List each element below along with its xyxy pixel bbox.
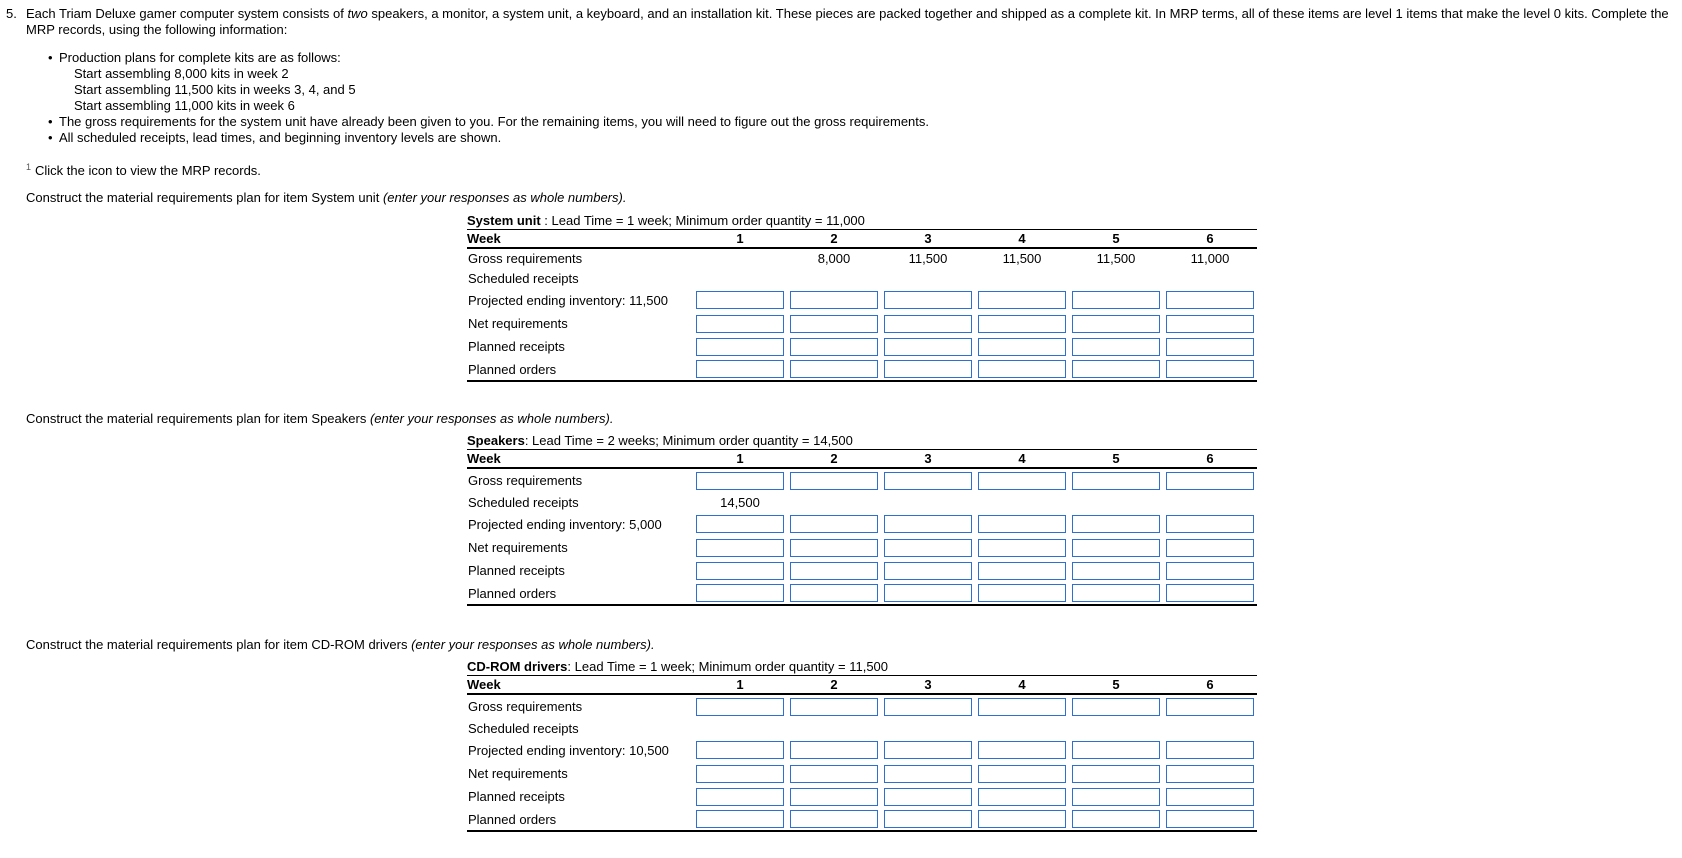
week-number: 3	[924, 677, 932, 692]
projected-inventory-input[interactable]	[790, 291, 878, 309]
scheduled-value	[693, 268, 787, 288]
planned-orders-input[interactable]	[790, 360, 878, 378]
gross-value: 11,000	[1190, 251, 1230, 266]
projected-inventory-input[interactable]	[884, 741, 972, 759]
gross-requirements-input[interactable]	[978, 698, 1066, 716]
mrp-table-system-unit	[467, 213, 1257, 382]
projected-inventory-input[interactable]	[696, 291, 784, 309]
scheduled-value	[881, 268, 975, 288]
net-requirements-input[interactable]	[790, 539, 878, 557]
scheduled-value	[881, 492, 975, 512]
planned-receipts-input[interactable]	[1072, 562, 1160, 580]
planned-orders-input[interactable]	[978, 360, 1066, 378]
planned-receipts-input[interactable]	[884, 562, 972, 580]
net-requirements-input[interactable]	[884, 765, 972, 783]
projected-inventory-input[interactable]	[1072, 515, 1160, 533]
planned-orders-input[interactable]	[1166, 810, 1254, 828]
net-requirements-input[interactable]	[978, 539, 1066, 557]
planned-receipts-input[interactable]	[1166, 338, 1254, 356]
row-label: Planned receipts	[468, 563, 565, 578]
week-number: 4	[1018, 677, 1026, 692]
planned-receipts-input[interactable]	[1166, 562, 1254, 580]
planned-receipts-input[interactable]	[884, 788, 972, 806]
row-label: Net requirements	[468, 766, 568, 781]
planned-receipts-input[interactable]	[884, 338, 972, 356]
mrp-caption: CD-ROM drivers: Lead Time = 1 week; Minimum order quantity = 11,500	[467, 659, 889, 674]
gross-requirements-input[interactable]	[978, 472, 1066, 490]
scheduled-value	[975, 718, 1069, 738]
planned-orders-input[interactable]	[696, 360, 784, 378]
week-number: 1	[736, 677, 744, 692]
planned-receipts-input[interactable]	[696, 338, 784, 356]
week-number: 4	[1018, 231, 1026, 246]
gross-requirements-input[interactable]	[884, 698, 972, 716]
bullet-production-plans: • Production plans for complete kits are as follows:	[48, 50, 929, 66]
net-requirements-input[interactable]	[696, 765, 784, 783]
planned-orders-input[interactable]	[1166, 360, 1254, 378]
net-requirements-row	[467, 762, 1257, 785]
net-requirements-input[interactable]	[1072, 765, 1160, 783]
week-number: 4	[1018, 451, 1026, 466]
net-requirements-input[interactable]	[790, 315, 878, 333]
planned-receipts-input[interactable]	[696, 562, 784, 580]
planned-orders-input[interactable]	[696, 584, 784, 602]
scheduled-value	[787, 268, 881, 288]
week-number: 5	[1112, 231, 1120, 246]
info-bullets	[48, 50, 929, 146]
row-label: Gross requirements	[468, 699, 583, 714]
mrp-table-cd-rom-drivers	[467, 659, 1257, 832]
net-requirements-input[interactable]	[1166, 539, 1254, 557]
net-requirements-input[interactable]	[1072, 539, 1160, 557]
net-requirements-input[interactable]	[696, 315, 784, 333]
planned-orders-row	[467, 582, 1257, 605]
projected-inventory-input[interactable]	[696, 515, 784, 533]
week-label: Week	[467, 231, 501, 246]
week-number: 5	[1112, 451, 1120, 466]
row-label: Scheduled receipts	[468, 494, 579, 510]
plan-line: Start assembling 8,000 kits in week 2	[74, 66, 289, 81]
gross-value: 11,500	[1002, 251, 1042, 266]
gross-requirements-input[interactable]	[1166, 698, 1254, 716]
net-requirements-input[interactable]	[696, 539, 784, 557]
planned-orders-input[interactable]	[884, 810, 972, 828]
week-header-row	[467, 230, 1257, 249]
projected-inventory-input[interactable]	[1072, 291, 1160, 309]
scheduled-value	[1069, 492, 1163, 512]
scheduled-value	[975, 492, 1069, 512]
mrp-table-speakers	[467, 433, 1257, 606]
gross-requirements-input[interactable]	[696, 472, 784, 490]
scheduled-value	[787, 718, 881, 738]
row-label: Planned receipts	[468, 789, 565, 804]
planned-receipts-input[interactable]	[978, 338, 1066, 356]
gross-value: 8,000	[817, 251, 851, 266]
gross-requirements-input[interactable]	[696, 698, 784, 716]
planned-receipts-input[interactable]	[696, 788, 784, 806]
planned-orders-input[interactable]	[1072, 584, 1160, 602]
net-requirements-input[interactable]	[978, 765, 1066, 783]
planned-orders-input[interactable]	[978, 584, 1066, 602]
planned-orders-row	[467, 808, 1257, 831]
planned-receipts-input[interactable]	[978, 788, 1066, 806]
mrp-caption: System unit : Lead Time = 1 week; Minimum order quantity = 11,000	[467, 213, 865, 228]
week-number: 2	[830, 231, 838, 246]
projected-inventory-input[interactable]	[790, 741, 878, 759]
planned-orders-input[interactable]	[1072, 360, 1160, 378]
net-requirements-input[interactable]	[978, 315, 1066, 333]
planned-orders-input[interactable]	[790, 810, 878, 828]
planned-orders-row	[467, 358, 1257, 381]
mrp-caption: Speakers: Lead Time = 2 weeks; Minimum order quantity = 14,500	[467, 433, 853, 448]
gross-requirements-row	[467, 468, 1257, 492]
planned-orders-input[interactable]	[978, 810, 1066, 828]
projected-inventory-input[interactable]	[978, 741, 1066, 759]
plan-line: Start assembling 11,000 kits in week 6	[74, 98, 295, 113]
gross-requirements-input[interactable]	[790, 472, 878, 490]
scheduled-receipts-row	[467, 718, 1257, 738]
scheduled-value	[1163, 268, 1257, 288]
projected-inventory-input[interactable]	[696, 741, 784, 759]
week-number: 6	[1206, 451, 1214, 466]
planned-receipts-row	[467, 559, 1257, 582]
planned-orders-input[interactable]	[1166, 584, 1254, 602]
row-label: Planned orders	[468, 361, 557, 377]
plan-line: Start assembling 11,500 kits in weeks 3, 4, and 5	[74, 82, 356, 97]
planned-orders-input[interactable]	[884, 360, 972, 378]
bullet-gross-requirements: • The gross requirements for the system unit have already been given to you. For the remaining items, you will need to figure out the gross requirements.	[48, 114, 929, 130]
projected-inventory-row	[467, 512, 1257, 536]
scheduled-value	[1163, 492, 1257, 512]
planned-orders-input[interactable]	[696, 810, 784, 828]
projected-inventory-input[interactable]	[978, 291, 1066, 309]
planned-receipts-row	[467, 785, 1257, 808]
row-label: Planned receipts	[468, 339, 565, 354]
gross-requirements-input[interactable]	[790, 698, 878, 716]
week-number: 1	[736, 231, 744, 246]
scheduled-value	[975, 268, 1069, 288]
row-label: Scheduled receipts	[468, 270, 579, 286]
construct-instruction-system-unit: Construct the material requirements plan for item System unit (enter your responses as whole numbers).	[26, 190, 627, 205]
planned-receipts-input[interactable]	[1166, 788, 1254, 806]
planned-receipts-input[interactable]	[1072, 788, 1160, 806]
projected-inventory-input[interactable]	[790, 515, 878, 533]
week-header-row	[467, 450, 1257, 469]
net-requirements-input[interactable]	[884, 315, 972, 333]
week-number: 2	[830, 451, 838, 466]
scheduled-receipts-row	[467, 268, 1257, 288]
planned-orders-input[interactable]	[1072, 810, 1160, 828]
projected-inventory-input[interactable]	[1166, 741, 1254, 759]
planned-receipts-row	[467, 335, 1257, 358]
construct-instruction-cd-rom-drivers: Construct the material requirements plan for item CD-ROM drivers (enter your responses as whole numbers).	[26, 637, 655, 652]
week-number: 3	[924, 231, 932, 246]
construct-instruction-speakers: Construct the material requirements plan for item Speakers (enter your responses as whole numbers).	[26, 411, 614, 426]
bullet-inventory: • All scheduled receipts, lead times, and beginning inventory levels are shown.	[48, 130, 929, 146]
gross-value	[693, 248, 787, 268]
row-label: Projected ending inventory: 11,500	[468, 292, 668, 308]
week-number: 1	[736, 451, 744, 466]
projected-inventory-input[interactable]	[884, 291, 972, 309]
row-label: Gross requirements	[468, 251, 583, 266]
mrp-records-note[interactable]: $^1$ Click the icon to view the MRP records.	[26, 162, 261, 178]
scheduled-value	[1163, 718, 1257, 738]
question-number: 5.	[6, 6, 17, 21]
row-label: Projected ending inventory: 10,500	[468, 742, 669, 758]
row-label: Net requirements	[468, 540, 568, 555]
planned-orders-input[interactable]	[790, 584, 878, 602]
question-intro: Each Triam Deluxe gamer computer system consists of two speakers, a monitor, a system unit, a keyboard, and an installation kit. These pieces are packed together and shipped as a complete kit. In MRP terms, all of these items are level 1 items that make the level 0 kits. Complete the MRP records, using the following information:	[26, 6, 1669, 37]
row-label: Projected ending inventory: 5,000	[468, 516, 662, 532]
week-label: Week	[467, 451, 501, 466]
scheduled-value	[787, 492, 881, 512]
week-number: 6	[1206, 677, 1214, 692]
planned-receipts-input[interactable]	[790, 788, 878, 806]
gross-value: 11,500	[908, 251, 948, 266]
row-label: Scheduled receipts	[468, 720, 579, 736]
scheduled-value	[1069, 268, 1163, 288]
scheduled-value	[881, 718, 975, 738]
planned-receipts-input[interactable]	[1072, 338, 1160, 356]
scheduled-value: 14,500	[720, 494, 760, 510]
scheduled-value	[1069, 718, 1163, 738]
net-requirements-input[interactable]	[1166, 765, 1254, 783]
gross-requirements-input[interactable]	[1072, 472, 1160, 490]
net-requirements-input[interactable]	[790, 765, 878, 783]
planned-receipts-input[interactable]	[978, 562, 1066, 580]
net-requirements-row	[467, 312, 1257, 335]
projected-inventory-input[interactable]	[884, 515, 972, 533]
net-requirements-input[interactable]	[1166, 315, 1254, 333]
week-header-row	[467, 676, 1257, 695]
week-number: 6	[1206, 231, 1214, 246]
scheduled-receipts-row	[467, 492, 1257, 512]
week-label: Week	[467, 677, 501, 692]
gross-requirements-input[interactable]	[1072, 698, 1160, 716]
gross-requirements-row	[467, 694, 1257, 718]
planned-orders-input[interactable]	[884, 584, 972, 602]
net-requirements-input[interactable]	[1072, 315, 1160, 333]
row-label: Net requirements	[468, 316, 568, 331]
footnote-marker[interactable]: 1	[26, 162, 32, 172]
net-requirements-row	[467, 536, 1257, 559]
planned-receipts-input[interactable]	[790, 338, 878, 356]
projected-inventory-row	[467, 738, 1257, 762]
row-label: Planned orders	[468, 585, 557, 601]
gross-requirements-input[interactable]	[1166, 472, 1254, 490]
row-label: Gross requirements	[468, 473, 583, 488]
gross-requirements-row	[467, 248, 1257, 268]
week-number: 3	[924, 451, 932, 466]
projected-inventory-input[interactable]	[1166, 291, 1254, 309]
week-number: 2	[830, 677, 838, 692]
row-label: Planned orders	[468, 811, 557, 827]
projected-inventory-row	[467, 288, 1257, 312]
week-number: 5	[1112, 677, 1120, 692]
planned-receipts-input[interactable]	[790, 562, 878, 580]
projected-inventory-input[interactable]	[978, 515, 1066, 533]
gross-requirements-input[interactable]	[884, 472, 972, 490]
scheduled-value	[693, 718, 787, 738]
gross-value: 11,500	[1096, 251, 1136, 266]
projected-inventory-input[interactable]	[1166, 515, 1254, 533]
projected-inventory-input[interactable]	[1072, 741, 1160, 759]
net-requirements-input[interactable]	[884, 539, 972, 557]
